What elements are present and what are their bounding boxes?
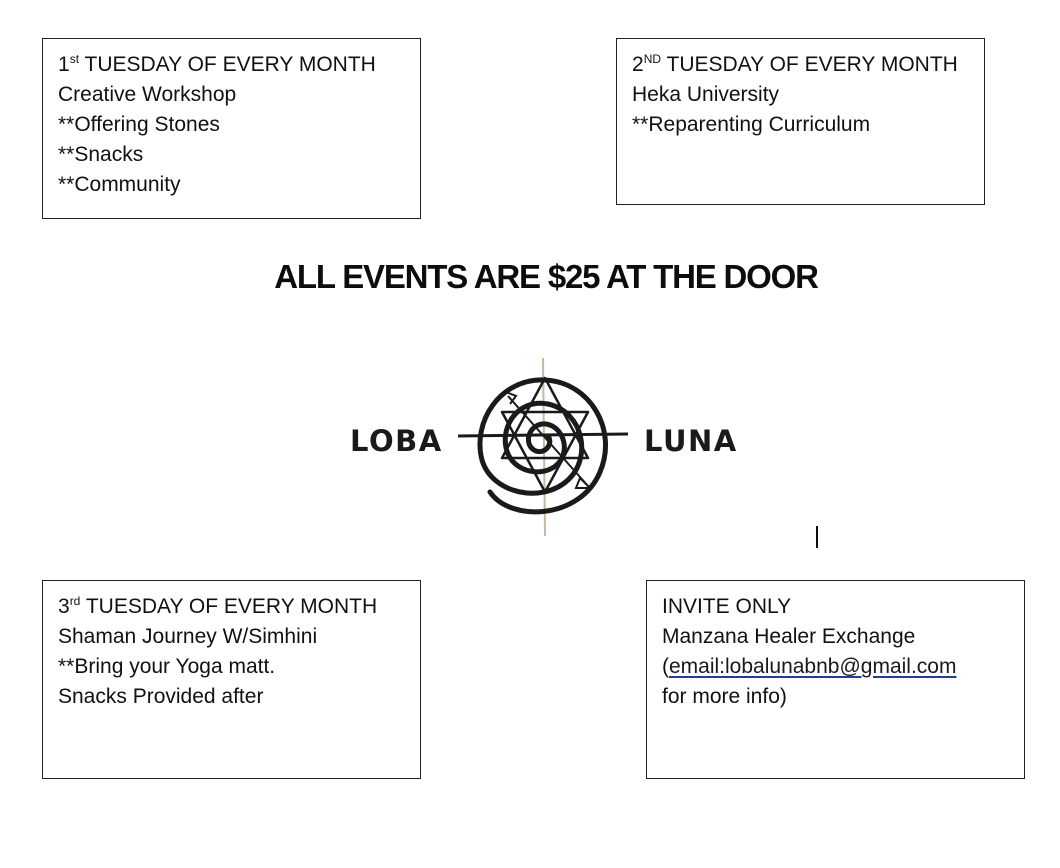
ordinal-suffix: st xyxy=(69,52,80,66)
ordinal-suffix: ND xyxy=(643,52,662,66)
ordinal-number: 2 xyxy=(632,53,644,76)
event-box-first-tuesday xyxy=(42,38,421,219)
logo-word-right: LUNA xyxy=(644,424,738,458)
event-line: Snacks Provided after xyxy=(58,685,264,708)
email-line xyxy=(662,652,1024,682)
event-box-second-tuesday xyxy=(616,38,985,205)
heading-text: TUESDAY OF EVERY MONTH xyxy=(666,53,958,76)
event-line: **Reparenting Curriculum xyxy=(632,113,871,136)
event-heading xyxy=(58,592,420,622)
event-box-invite-only xyxy=(646,580,1025,779)
event-line: **Snacks xyxy=(58,143,144,166)
spiral-star-icon xyxy=(450,352,640,542)
event-line: Manzana Healer Exchange xyxy=(662,625,916,648)
ordinal-suffix: rd xyxy=(69,594,81,608)
logo-word-left: LOBA xyxy=(350,424,443,458)
event-heading xyxy=(632,50,984,80)
event-heading xyxy=(58,50,420,80)
event-line: Creative Workshop xyxy=(58,83,237,106)
event-line: **Bring your Yoga matt. xyxy=(58,655,276,678)
event-line: **Community xyxy=(58,173,181,196)
event-line: for more info) xyxy=(662,685,787,708)
heading-text: TUESDAY OF EVERY MONTH xyxy=(84,53,376,76)
text-cursor xyxy=(816,526,818,548)
price-headline: ALL EVENTS ARE $25 AT THE DOOR xyxy=(274,258,818,295)
email-link[interactable]: email:lobalunabnb@gmail.com xyxy=(669,655,957,678)
heading-text: TUESDAY OF EVERY MONTH xyxy=(85,595,378,618)
loba-luna-logo xyxy=(340,352,760,542)
event-heading: INVITE ONLY xyxy=(662,595,792,618)
event-box-third-tuesday xyxy=(42,580,421,779)
ordinal-number: 1 xyxy=(58,53,70,76)
event-line: **Offering Stones xyxy=(58,113,220,136)
ordinal-number: 3 xyxy=(58,595,70,618)
paren-open: ( xyxy=(662,655,669,678)
event-line: Shaman Journey W/Simhini xyxy=(58,625,318,648)
event-line: Heka University xyxy=(632,83,780,106)
